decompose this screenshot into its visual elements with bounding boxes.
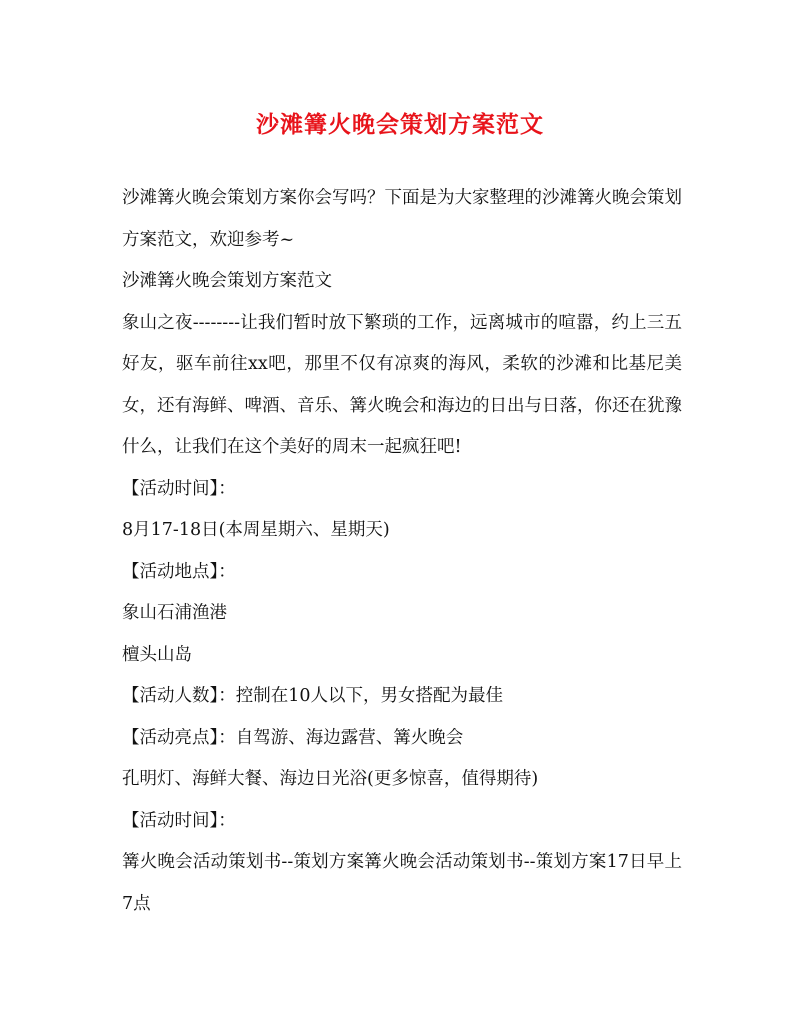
paragraph-time-heading-2: 【活动时间】： (122, 810, 236, 831)
paragraph-dates: 8月17-18日(本周星期六、星期天) (122, 520, 390, 540)
document-body (122, 178, 682, 925)
paragraph-subtitle: 沙滩篝火晚会策划方案范文 (122, 271, 332, 291)
paragraph-headcount: 【活动人数】：控制在10人以下，男女搭配为最佳 (122, 686, 504, 706)
document-title: 沙滩篝火晚会策划方案范文 (256, 111, 544, 138)
paragraph-schedule: 篝火晚会活动策划书--策划方案篝火晚会活动策划书--策划方案17日早上7点 (122, 852, 682, 914)
paragraph-overview: 象山之夜--------让我们暂时放下繁琐的工作，远离城市的喧嚣，约上三五好友，驱车前往xx吧，那里不仅有凉爽的海风，柔软的沙滩和比基尼美女，还有海鲜、啤酒、音乐、篝火晚会和海边的日出与日落，你还在犹豫什么，让我们在这个美好的周末一起疯狂吧! (122, 312, 682, 457)
paragraph-intro: 沙滩篝火晚会策划方案你会写吗？下面是为大家整理的沙滩篝火晚会策划方案范文，欢迎参考~ (122, 188, 682, 250)
paragraph-time-heading: 【活动时间】： (122, 478, 236, 499)
paragraph-location-heading: 【活动地点】： (122, 561, 236, 582)
paragraph-highlights-more: 孔明灯、海鲜大餐、海边日光浴(更多惊喜，值得期待) (122, 769, 539, 789)
paragraph-location-1: 象山石浦渔港 (122, 603, 227, 623)
paragraph-location-2: 檀头山岛 (122, 644, 192, 665)
paragraph-highlights: 【活动亮点】：自驾游、海边露营、篝火晚会 (122, 727, 464, 748)
